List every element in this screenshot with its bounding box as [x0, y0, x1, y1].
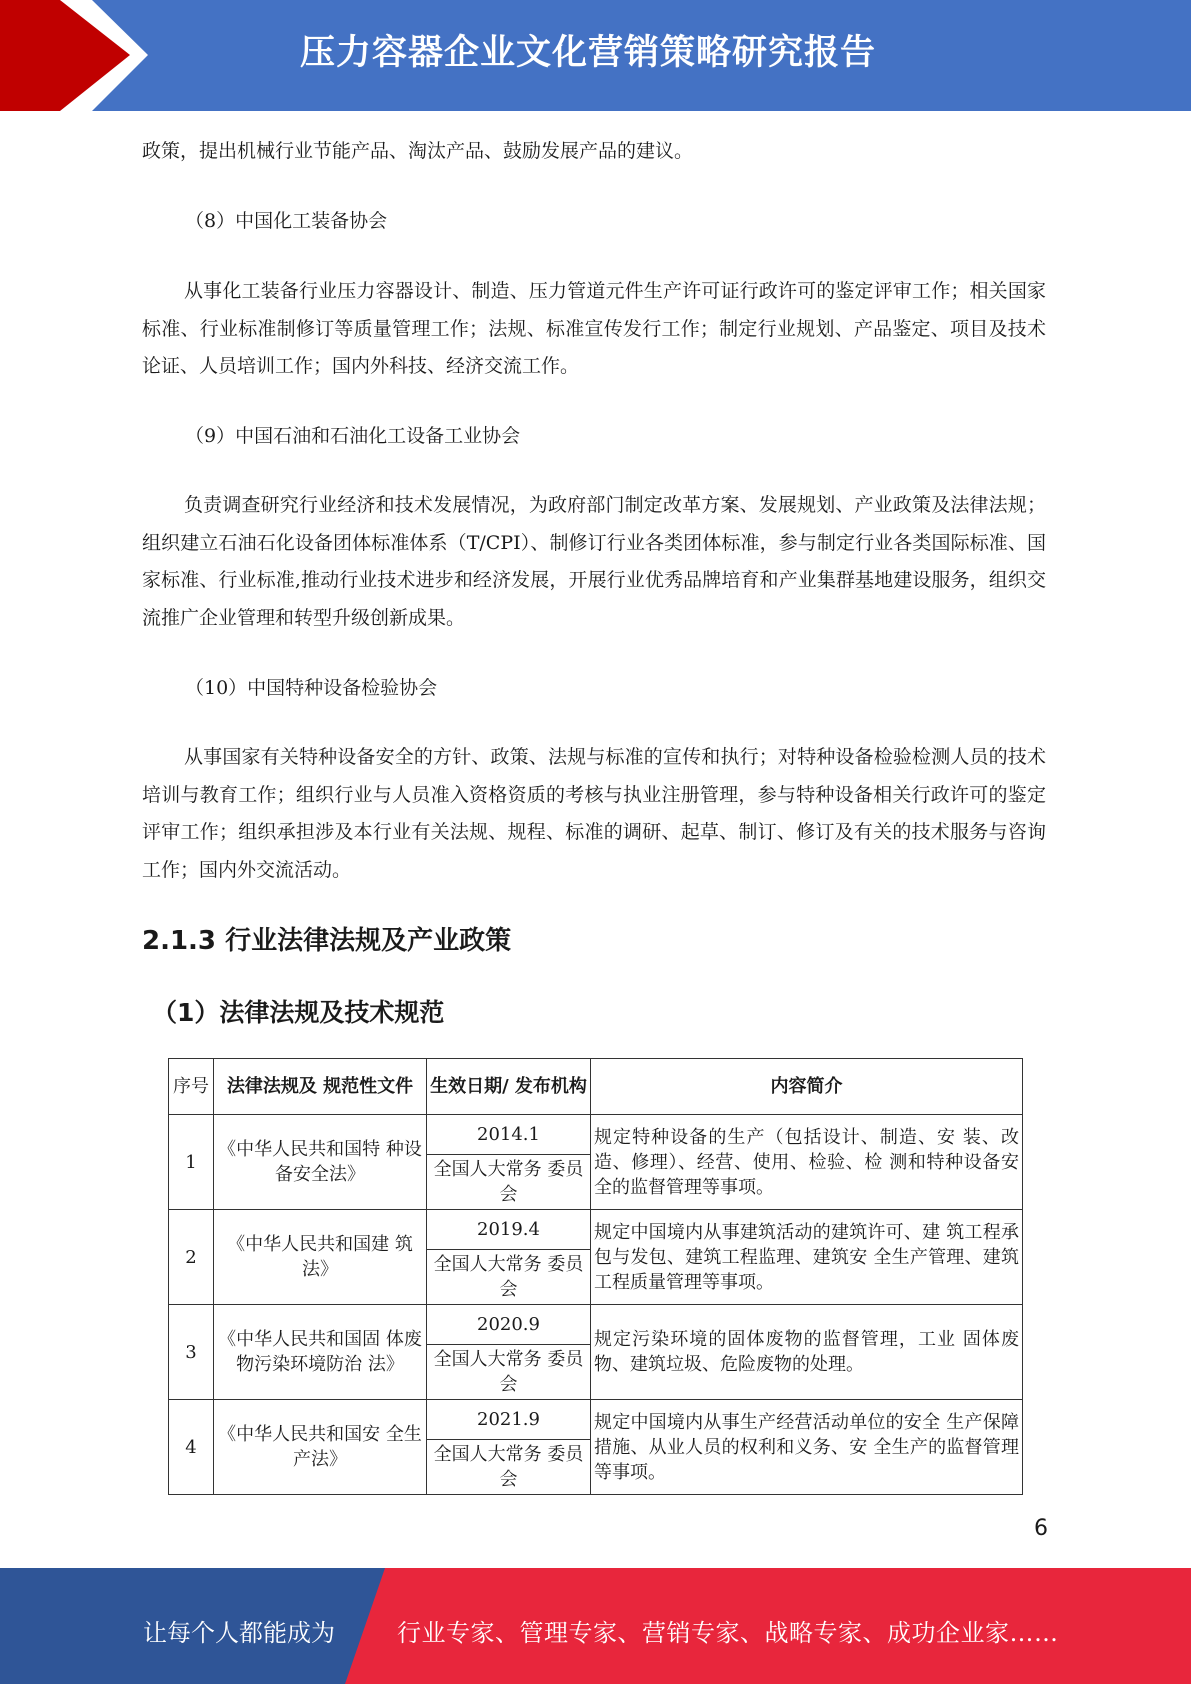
subheading-9: （9）中国石油和石油化工设备工业协会	[185, 425, 521, 447]
row-org: 全国人大常务 委员会	[427, 1440, 591, 1495]
page-header	[0, 0, 1191, 111]
row-date: 2021.9	[427, 1400, 591, 1440]
table-row	[169, 1115, 1023, 1155]
table-row	[169, 1400, 1023, 1440]
law-table	[168, 1058, 1023, 1495]
row-date: 2014.1	[427, 1115, 591, 1155]
footer-slogan-right: 行业专家、管理专家、营销专家、战略专家、成功企业家……	[397, 1619, 1059, 1647]
paragraph-10: 从事国家有关特种设备安全的方针、政策、法规与标准的宣传和执行；对特种设备检验检测人员的技术培训与教育工作；组织行业与人员准入资格资质的考核与执业注册管理，参与特种设备相关行政许可的鉴定评审工作；组织承担涉及本行业有关法规、规程、标准的调研、起草、制订、修订及有关的技术服务与咨询工作；国内外交流活动。	[142, 746, 1046, 881]
header-title: 压力容器企业文化营销策略研究报告	[300, 33, 877, 73]
row-no: 3	[169, 1305, 214, 1400]
subheading-10: （10）中国特种设备检验协会	[185, 677, 438, 699]
table-header-row	[169, 1059, 1023, 1115]
paragraph-intro: 政策，提出机械行业节能产品、淘汰产品、鼓励发展产品的建议。	[142, 140, 694, 162]
row-desc: 规定污染环境的固体废物的监督管理，工业 固体废物、建筑垃圾、危险废物的处理。	[591, 1305, 1023, 1400]
paragraph-9: 负责调查研究行业经济和技术发展情况，为政府部门制定改革方案、发展规划、产业政策及法律法规；组织建立石油石化设备团体标准体系（T/CPI）、制修订行业各类团体标准，参与制定行业各类国际标准、国家标准、行业标准,推动行业技术进步和经济发展，开展行业优秀品牌培育和产业集群基地建设服务，组织交流推广企业管理和转型升级创新成果。	[142, 494, 1046, 629]
header-no: 序号	[169, 1059, 214, 1115]
page-number: 6	[1034, 1516, 1048, 1541]
row-org: 全国人大常务 委员会	[427, 1250, 591, 1305]
row-org: 全国人大常务 委员会	[427, 1155, 591, 1210]
row-desc: 规定中国境内从事建筑活动的建筑许可、建 筑工程承包与发包、建筑工程监理、建筑安 全生产管理、建筑工程质量管理等事项。	[591, 1210, 1023, 1305]
row-org: 全国人大常务 委员会	[427, 1345, 591, 1400]
row-name: 《中华人民共和国特 种设备安全法》	[214, 1115, 427, 1210]
header-date: 生效日期/ 发布机构	[427, 1059, 591, 1115]
subheading-8: （8）中国化工装备协会	[185, 210, 388, 232]
footer-slogan-left: 让每个人都能成为	[143, 1619, 335, 1647]
section-heading: 2.1.3 行业法律法规及产业政策	[142, 926, 512, 956]
row-desc: 规定特种设备的生产（包括设计、制造、安 装、改造、修理）、经营、使用、检验、检 测和特种设备安全的监督管理等事项。	[591, 1115, 1023, 1210]
header-name: 法律法规及 规范性文件	[214, 1059, 427, 1115]
row-name: 《中华人民共和国建 筑法》	[214, 1210, 427, 1305]
row-no: 1	[169, 1115, 214, 1210]
table-row	[169, 1210, 1023, 1250]
header-desc: 内容简介	[591, 1059, 1023, 1115]
row-date: 2020.9	[427, 1305, 591, 1345]
subsection-heading: （1）法律法规及技术规范	[152, 998, 445, 1027]
row-date: 2019.4	[427, 1210, 591, 1250]
row-no: 4	[169, 1400, 214, 1495]
row-name: 《中华人民共和国固 体废物污染环境防治 法》	[214, 1305, 427, 1400]
row-name: 《中华人民共和国安 全生产法》	[214, 1400, 427, 1495]
row-desc: 规定中国境内从事生产经营活动单位的安全 生产保障措施、从业人员的权利和义务、安 全生产的监督管理等事项。	[591, 1400, 1023, 1495]
table-row	[169, 1305, 1023, 1345]
row-no: 2	[169, 1210, 214, 1305]
paragraph-8: 从事化工装备行业压力容器设计、制造、压力管道元件生产许可证行政许可的鉴定评审工作；相关国家标准、行业标准制修订等质量管理工作；法规、标准宣传发行工作；制定行业规划、产品鉴定、项目及技术论证、人员培训工作；国内外科技、经济交流工作。	[142, 280, 1046, 377]
